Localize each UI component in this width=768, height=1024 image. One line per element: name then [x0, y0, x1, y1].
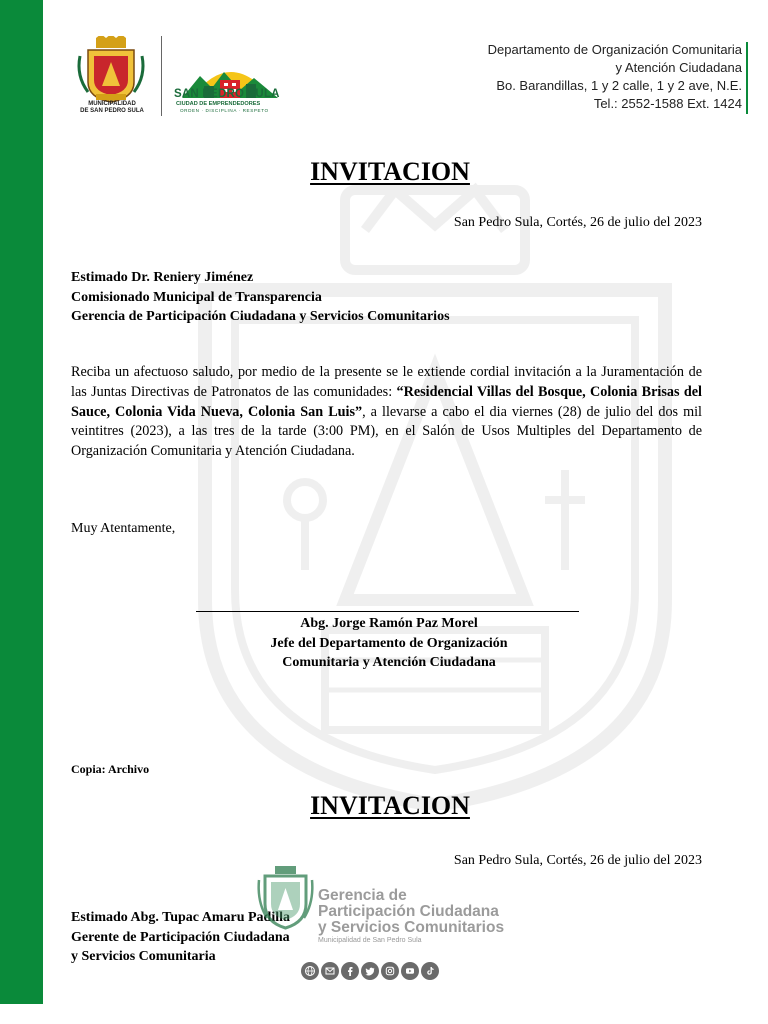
department-name-line2: y Atención Ciudadana: [615, 60, 742, 75]
letter1-recipient: [71, 268, 450, 327]
crest-caption-line2: DE SAN PEDRO SULA: [80, 108, 144, 114]
signer-title-line2: Comunitaria y Atención Ciudadana: [282, 655, 496, 671]
letter2-recipient-title: Gerente de Participación Ciudadana: [71, 929, 290, 945]
gerencia-line2: Participación Ciudadana: [318, 903, 499, 920]
letter1-title: [0, 157, 768, 187]
department-accent-rule: [746, 42, 748, 114]
gerencia-line3: y Servicios Comunitarios: [318, 919, 505, 936]
letter2-recipient-name: Estimado Abg. Tupac Amaru Padilla: [71, 910, 291, 925]
city-logo-subtitle: CIUDAD DE EMPRENDEDORES: [176, 101, 261, 107]
globe-icon[interactable]: [301, 962, 319, 980]
crest-watermark: [165, 170, 705, 810]
letter1-recipient-title: Comisionado Municipal de Transparencia: [71, 289, 322, 305]
letter2-date: San Pedro Sula, Cortés, 26 de julio del 2023: [453, 853, 702, 868]
twitter-icon[interactable]: [361, 962, 379, 980]
department-contact-block: [488, 41, 742, 113]
crest-caption: [70, 101, 154, 115]
letter1-signature-block: [196, 614, 582, 673]
header-divider: [161, 36, 162, 116]
letter1-recipient-name: Estimado Dr. Reniery Jiménez: [71, 270, 254, 285]
email-icon[interactable]: [321, 962, 339, 980]
letter1-copy-note: Copia: Archivo: [71, 762, 150, 776]
signer-name: Abg. Jorge Ramón Paz Morel: [300, 616, 478, 631]
city-logo-name: SAN PEDRO SULA: [174, 88, 280, 100]
department-name-line1: Departamento de Organización Comunitaria: [487, 42, 742, 57]
letter2-recipient-office: y Servicios Comunitaria: [71, 949, 216, 964]
facebook-icon[interactable]: [341, 962, 359, 980]
department-address: Bo. Barandillas, 1 y 2 calle, 1 y 2 ave, N.E.: [496, 78, 742, 93]
signature-line: [196, 611, 579, 612]
letter1-title-text: INVITACION: [310, 157, 470, 186]
left-green-bar: [0, 0, 43, 1004]
letter1-body: [71, 363, 702, 462]
signer-title-line1: Jefe del Departamento de Organización: [270, 635, 508, 651]
instagram-icon[interactable]: [381, 962, 399, 980]
tiktok-icon[interactable]: [421, 962, 439, 980]
youtube-icon[interactable]: [401, 962, 419, 980]
gerencia-caption: Municipalidad de San Pedro Sula: [318, 937, 422, 944]
gerencia-line1: Gerencia de: [318, 887, 407, 904]
department-phone: Tel.: 2552-1588 Ext. 1424: [593, 96, 742, 111]
letter1-closing: Muy Atentamente,: [71, 521, 176, 536]
letter1-body-communities: “Residencial Villas del Bosque, Colonia Brisas del Sauce, Colonia Vida Nueva, Colonia San Luis”: [71, 383, 702, 420]
gerencia-crest-logo: [257, 864, 314, 934]
letter1-body-outro: , a llevarse a cabo el dia viernes (28) de julio del dos mil veintitres (2023), a las tres de la tarde (3:00 PM), en el Salón de Usos Multiples del Departamento de Organización Comunitaria y Atención Ciudadana.: [71, 403, 702, 460]
city-logo-motto: ORDEN · DISCIPLINA · RESPETO: [180, 108, 269, 113]
letter1-recipient-office: Gerencia de Participación Ciudadana y Servicios Comunitarios: [71, 309, 450, 324]
social-links-row: [301, 962, 439, 980]
letter1-date: San Pedro Sula, Cortés, 26 de julio del 2023: [453, 215, 702, 230]
letter2-title: [0, 791, 768, 821]
letter1-body-intro: Reciba un afectuoso saludo, por medio de la presente se le extiende cordial invitación a la Juramentación de las Juntas Directivas de Patronatos de las comunidades:: [71, 364, 702, 400]
gerencia-wordmark: [318, 888, 504, 936]
letter2-title-text: INVITACION: [310, 791, 470, 820]
crest-caption-line1: MUNICIPALIDAD: [88, 101, 136, 107]
bottom-strip: [0, 1004, 768, 1024]
